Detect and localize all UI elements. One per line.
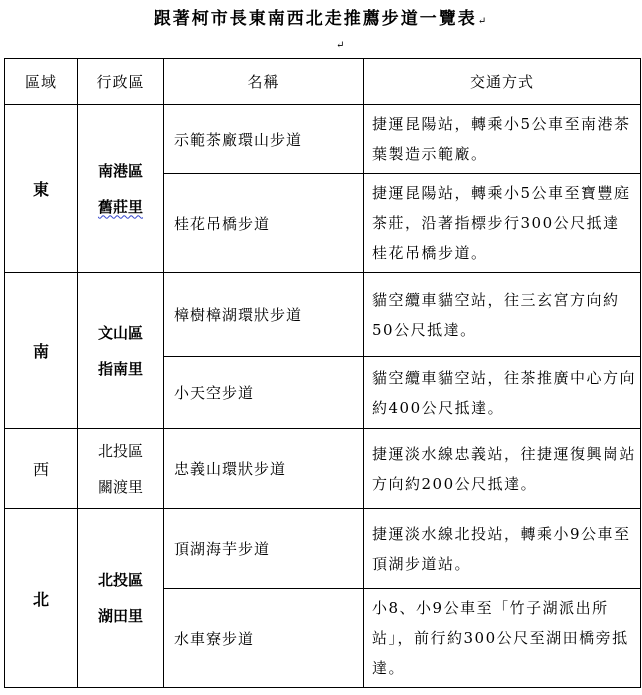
district-name: 北投區: [97, 571, 143, 589]
district-name: 北投區: [97, 441, 143, 460]
header-name: 名稱: [164, 59, 364, 105]
district-name: 南港區: [97, 161, 143, 180]
transport-info: 貓空纜車貓空站，往茶推廣中心方向約400公尺抵達。: [364, 357, 641, 429]
trail-name: 水車寮步道: [164, 589, 364, 688]
table-row: [5, 273, 641, 357]
region-cell: 北: [5, 509, 78, 688]
village-name: 關渡里: [97, 477, 143, 496]
district-cell: [78, 105, 164, 273]
trail-table: [4, 58, 641, 688]
document-title: [0, 4, 642, 29]
trail-name: 樟樹樟湖環狀步道: [164, 273, 364, 357]
table-row: [5, 509, 641, 589]
district-name: 文山區: [97, 323, 143, 342]
transport-info: 小8、小9公車至「竹子湖派出所站」，前行約300公尺至湖田橋旁抵達。: [364, 589, 641, 688]
table-row: [5, 105, 641, 174]
trail-name: 桂花吊橋步道: [164, 174, 364, 273]
district-cell: [78, 509, 164, 688]
village-name: 指南里: [97, 359, 143, 378]
district-cell: [78, 429, 164, 509]
header-transport: 交通方式: [364, 59, 641, 105]
region-cell: 東: [5, 105, 78, 273]
transport-info: 貓空纜車貓空站，往三玄宮方向約50公尺抵達。: [364, 273, 641, 357]
title-text: 跟著柯市長東南西北走推薦步道一覽表: [153, 9, 477, 29]
header-district: 行政區: [78, 59, 164, 105]
village-name: 舊莊里: [97, 197, 143, 216]
region-cell: 西: [5, 429, 78, 509]
transport-info: 捷運昆陽站，轉乘小5公車至寶豐庭茶莊，沿著指標步行300公尺抵達桂花吊橋步道。: [364, 174, 641, 273]
paragraph-mark-icon: ↵: [336, 40, 345, 51]
region-cell: 南: [5, 273, 78, 429]
transport-info: 捷運昆陽站，轉乘小5公車至南港茶葉製造示範廠。: [364, 105, 641, 174]
trail-name: 小天空步道: [164, 357, 364, 429]
trail-name: 頂湖海芋步道: [164, 509, 364, 589]
header-region: 區域: [5, 59, 78, 105]
transport-info: 捷運淡水線北投站，轉乘小9公車至頂湖步道站。: [364, 509, 641, 589]
trail-name: 忠義山環狀步道: [164, 429, 364, 509]
transport-info: 捷運淡水線忠義站，往捷運復興崗站方向約200公尺抵達。: [364, 429, 641, 509]
paragraph-mark-icon: ↵: [477, 16, 489, 27]
table-row: [5, 429, 641, 509]
village-name: 湖田里: [97, 607, 143, 625]
table-header-row: [5, 59, 641, 105]
trail-name: 示範茶廠環山步道: [164, 105, 364, 174]
district-cell: [78, 273, 164, 429]
